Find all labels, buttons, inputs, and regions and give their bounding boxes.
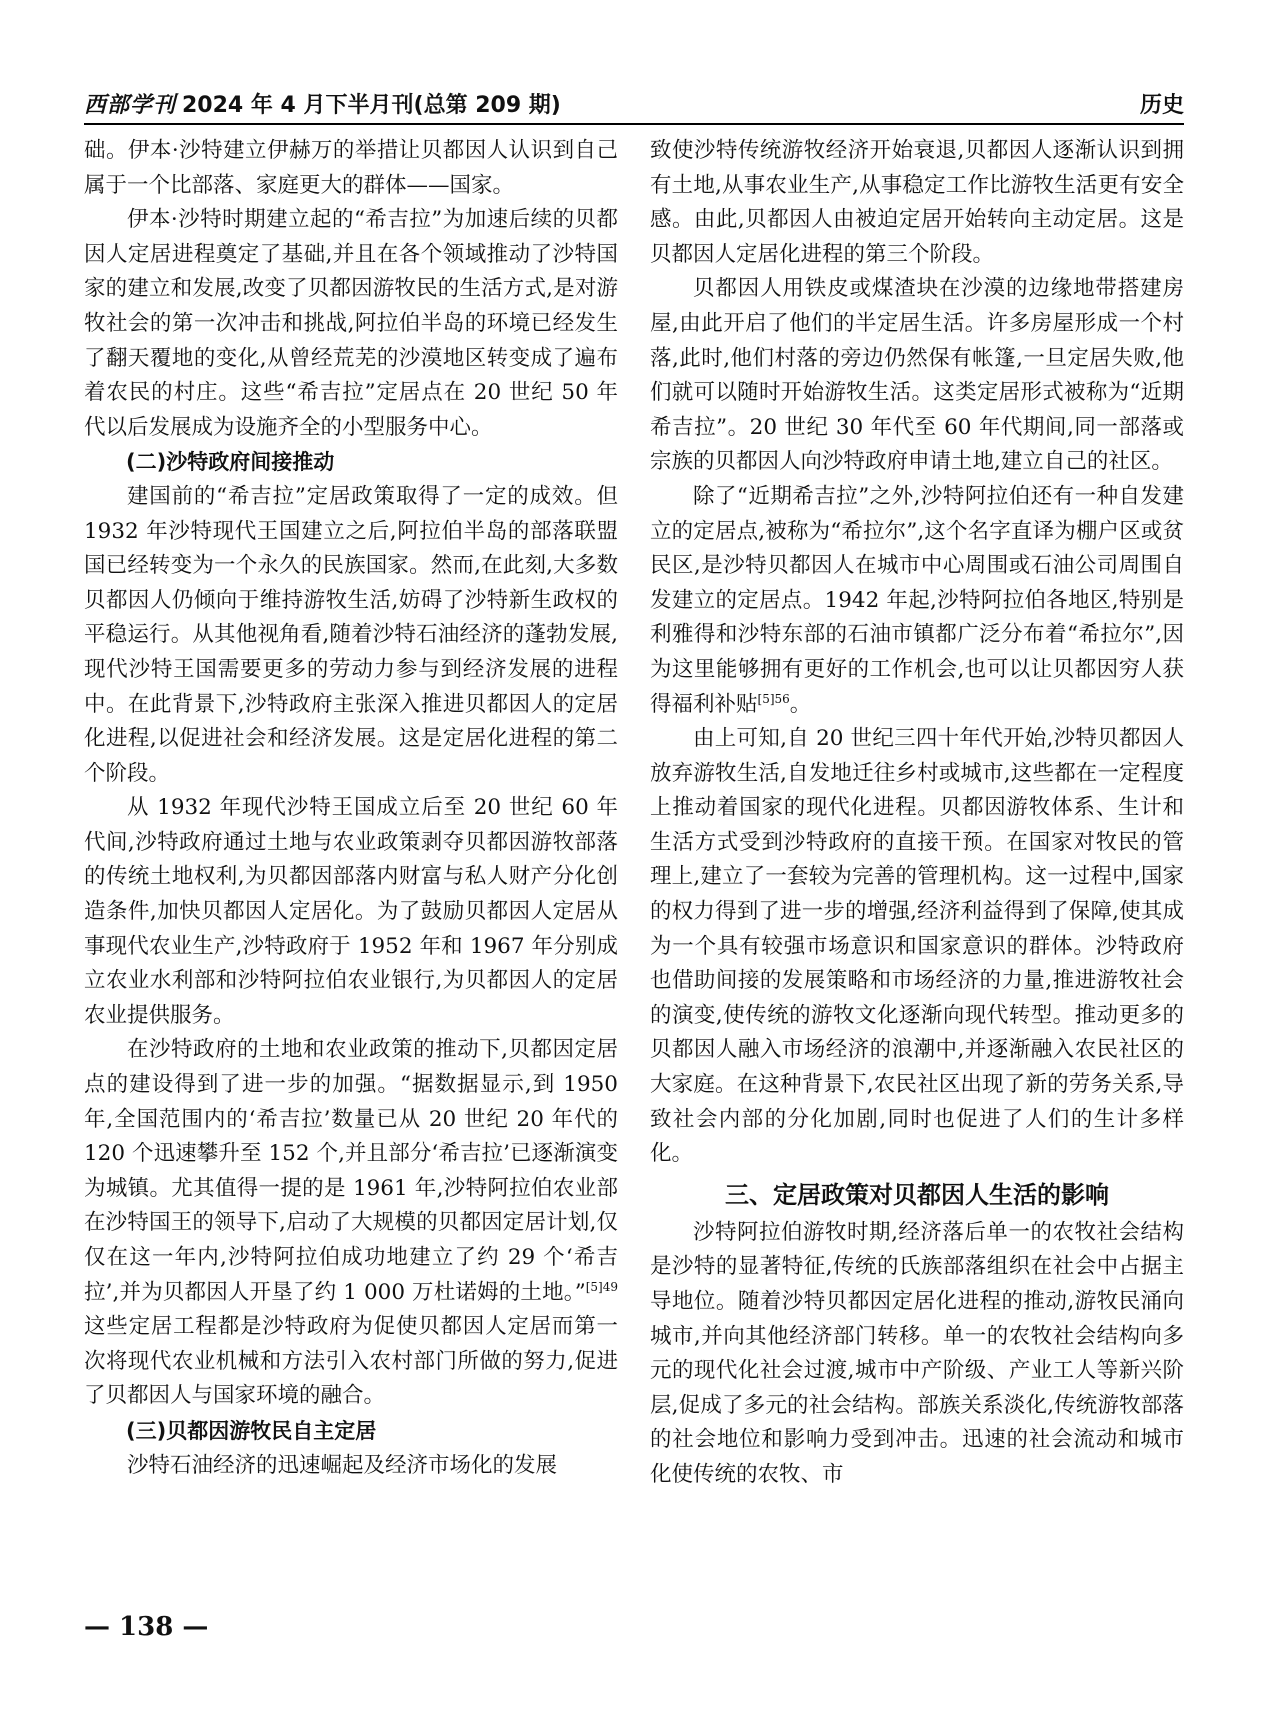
paragraph-text: 。 <box>789 691 812 717</box>
left-column <box>84 134 618 1483</box>
paragraph: 伊本·沙特时期建立起的“希吉拉”为加速后续的贝都因人定居进程奠定了基础,并且在各个领域推动了沙特国家的建立和发展,改变了贝都因游牧民的生活方式,是对游牧社会的第一次冲击和挑战,阿拉伯半岛的环境已经发生了翻天覆地的变化,从曾经荒芜的沙漠地区转变成了遍布着农民的村庄。这些“希吉拉”定居点在 20 世纪 50 年代以后发展成为设施齐全的小型服务中心。 <box>84 207 618 440</box>
subsection-heading: (二)沙特政府间接推动 <box>126 450 335 475</box>
paragraph: 从 1932 年现代沙特王国成立后至 20 世纪 60 年代间,沙特政府通过土地与农业政策剥夺贝都因游牧部落的传统土地权利,为贝都因部落内财富与私人财产分化创造条件,加快贝都因人定居化。为了鼓励贝都因人定居从事现代农业生产,沙特政府于 1952 年和 1967 年分别成立农业水利部和沙特阿拉伯农业银行,为贝都因人的定居农业提供服务。 <box>84 795 618 1028</box>
paragraph <box>650 480 1184 722</box>
paragraph: 沙特石油经济的迅速崛起及经济市场化的发展 <box>127 1452 558 1478</box>
paragraph: 致使沙特传统游牧经济开始衰退,贝都因人逐渐认识到拥有土地,从事农业生产,从事稳定工作比游牧生活更有安全感。由此,贝都因人由被迫定居开始转向主动定居。这是贝都因人定居化进程的第三个阶段。 <box>650 138 1184 267</box>
section-heading: 三、定居政策对贝都因人生活的影响 <box>725 1180 1109 1209</box>
section-label: 历史 <box>1139 93 1184 118</box>
paragraph: 由上可知,自 20 世纪三四十年代开始,沙特贝都因人放弃游牧生活,自发地迁往乡村或城市,这些都在一定程度上推动着国家的现代化进程。贝都因游牧体系、生计和生活方式受到沙特政府的直接干预。在国家对牧民的管理上,建立了一套较为完善的管理机构。这一过程中,国家的权力得到了进一步的增强,经济利益得到了保障,使其成为一个具有较强市场意识和国家意识的群体。沙特政府也借助间接的发展策略和市场经济的力量,推进游牧社会的演变,使传统的游牧文化逐渐向现代转型。推动更多的贝都因人融入市场经济的浪潮中,并逐渐融入农民社区的大家庭。在这种背景下,农民社区出现了新的劳务关系,导致社会内部的分化加剧,同时也促进了人们的生计多样化。 <box>650 726 1184 1167</box>
paragraph-text: 除了“近期希吉拉”之外,沙特阿拉伯还有一种自发建立的定居点,被称为“希拉尔”,这个名字直译为棚户区或贫民区,是沙特贝都因人在城市中心周围或石油公司周围自发建立的定居点。1942 年起,沙特阿拉伯各地区,特别是利雅得和沙特东部的石油市镇都广泛分布着“希拉尔”,因为这里能够拥有更好的工作机会,也可以让贝都因穷人获得福利补贴 <box>650 483 1184 717</box>
paragraph-text: 这些定居工程都是沙特政府为促使贝都因人定居而第一次将现代农业机械和方法引入农村部门所做的努力,促进了贝都因人与国家环境的融合。 <box>84 1314 618 1409</box>
running-header <box>84 84 1184 124</box>
paragraph: 沙特阿拉伯游牧时期,经济落后单一的农牧社会结构是沙特的显著特征,传统的氏族部落组织在社会中占据主导地位。随着沙特贝都因定居化进程的推动,游牧民涌向城市,并向其他经济部门转移。单一的农牧社会结构向多元的现代化社会过渡,城市中产阶级、产业工人等新兴阶层,促成了多元的社会结构。部族关系淡化,传统游牧部落的社会地位和影响力受到冲击。迅速的社会流动和城市化使传统的农牧、市 <box>650 1219 1184 1487</box>
paragraph-text: 在沙特政府的土地和农业政策的推动下,贝都因定居点的建设得到了进一步的加强。“据数据显示,到 1950 年,全国范围内的‘希吉拉’数量已从 20 世纪 20 年代的 120 个迅速攀升至 152 个,并且部分‘希吉拉’已逐渐演变为城镇。尤其值得一提的是 1961 年,沙特阿拉伯农业部在沙特国王的领导下,启动了大规模的贝都因定居计划,仅仅在这一年内,沙特阿拉伯成功地建立了约 29 个‘希吉拉’,并为贝都因人开垦了约 1 000 万杜诺姆的土地。” <box>84 1037 618 1305</box>
citation-ref: [5]56 <box>757 691 790 706</box>
journal-logo: 西部学刊 <box>84 92 177 118</box>
paragraph <box>84 1033 618 1414</box>
paragraph: 建国前的“希吉拉”定居政策取得了一定的成效。但 1932 年沙特现代王国建立之后,阿拉伯半岛的部落联盟国已经转变为一个永久的民族国家。然而,在此刻,大多数贝都因人仍倾向于维持游牧生活,妨碍了沙特新生政权的平稳运行。从其他视角看,随着沙特石油经济的蓬勃发展,现代沙特王国需要更多的劳动力参与到经济发展的进程中。在此背景下,沙特政府主张深入推进贝都因人的定居化进程,以促进社会和经济发展。这是定居化进程的第二个阶段。 <box>84 483 618 786</box>
paragraph: 础。伊本·沙特建立伊赫万的举措让贝都因人认识到自己属于一个比部落、家庭更大的群体——国家。 <box>84 138 618 198</box>
right-column <box>650 134 1184 1493</box>
paragraph: 贝都因人用铁皮或煤渣块在沙漠的边缘地带搭建房屋,由此开启了他们的半定居生活。许多房屋形成一个村落,此时,他们村落的旁边仍然保有帐篷,一旦定居失败,他们就可以随时开始游牧生活。这类定居形式被称为“近期希吉拉”。20 世纪 30 年代至 60 年代期间,同一部落或宗族的贝都因人向沙特政府申请土地,建立自己的社区。 <box>650 276 1184 475</box>
citation-ref: [5]49 <box>585 1279 618 1294</box>
header-rule <box>84 123 1184 125</box>
subsection-heading: (三)贝都因游牧民自主定居 <box>126 1418 377 1443</box>
issue-info: 2024 年 4 月下半月刊(总第 209 期) <box>182 93 561 118</box>
page-number: — 138 — <box>84 1612 209 1642</box>
